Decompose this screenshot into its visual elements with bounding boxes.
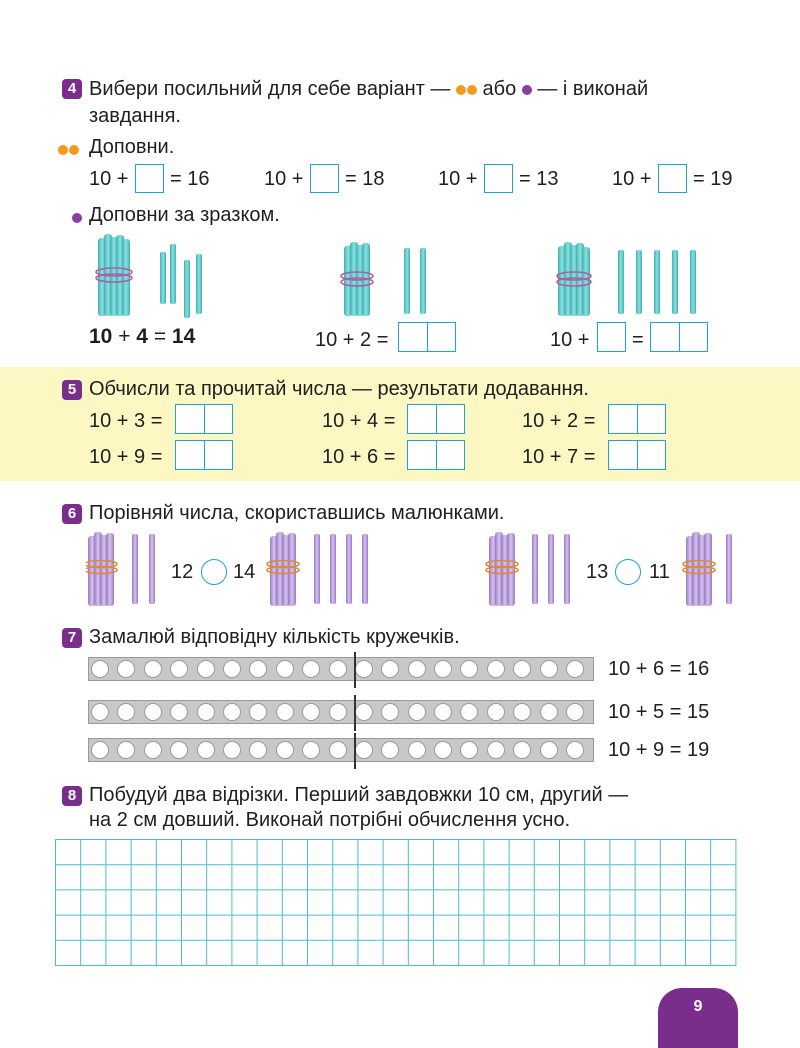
- task4-instruction: [89, 77, 648, 101]
- two-digit-answer-box[interactable]: [407, 404, 465, 434]
- equation-right: = 16: [170, 168, 210, 190]
- fill-circle[interactable]: [223, 741, 241, 759]
- fill-circle[interactable]: [249, 741, 267, 759]
- single-stick: [132, 534, 138, 604]
- fill-circle[interactable]: [329, 703, 347, 721]
- answer-box[interactable]: [310, 164, 339, 193]
- fill-circle[interactable]: [197, 660, 215, 678]
- single-stick: [420, 248, 426, 314]
- single-stick: [636, 250, 642, 314]
- fill-circle[interactable]: [302, 741, 320, 759]
- purple-dot-icon: [522, 85, 532, 95]
- fill-circle[interactable]: [487, 660, 505, 678]
- fill-circle[interactable]: [329, 660, 347, 678]
- task7-instruction: Замалюй відповідну кількість кружечків.: [89, 626, 460, 648]
- single-stick: [564, 534, 570, 604]
- single-stick: [314, 534, 320, 604]
- sample-b: 4: [136, 325, 148, 348]
- fill-circle[interactable]: [197, 703, 215, 721]
- equation-left: 10 +: [264, 168, 304, 190]
- single-stick: [330, 534, 336, 604]
- single-stick: [346, 534, 352, 604]
- task-number-badge: 7: [62, 628, 82, 648]
- two-digit-answer-box[interactable]: [175, 404, 233, 434]
- task-number-badge: 4: [62, 79, 82, 99]
- task-number-badge: 6: [62, 504, 82, 524]
- fill-circle[interactable]: [302, 703, 320, 721]
- fill-circle[interactable]: [355, 741, 373, 759]
- equation-left: 10 + 2 =: [315, 329, 389, 351]
- fill-circle[interactable]: [487, 741, 505, 759]
- task8-instruction-line1: Побудуй два відрізки. Перший завдовжки 10 см, другий —: [89, 784, 629, 806]
- single-stick: [548, 534, 554, 604]
- single-stick: [618, 250, 624, 314]
- sample-eq: =: [147, 325, 172, 348]
- fill-circle[interactable]: [513, 703, 531, 721]
- fill-circle[interactable]: [117, 703, 135, 721]
- fill-circle[interactable]: [434, 741, 452, 759]
- task5-instruction: Обчисли та прочитай числа — результати додавання.: [89, 378, 589, 400]
- compare-number-b: 14: [233, 561, 256, 583]
- task6-instruction: Порівняй числа, скориставшись малюнками.: [89, 502, 505, 524]
- fill-circle[interactable]: [276, 741, 294, 759]
- two-digit-answer-box[interactable]: [398, 322, 456, 352]
- fill-circle[interactable]: [144, 660, 162, 678]
- answer-box[interactable]: [658, 164, 687, 193]
- two-digit-answer-box[interactable]: [650, 322, 708, 352]
- fill-circle[interactable]: [540, 741, 558, 759]
- variant-a-title: Доповни.: [89, 136, 175, 158]
- page-number-tab: 9: [658, 988, 738, 1048]
- ten-divider: [354, 733, 356, 769]
- task-number-badge: 8: [62, 786, 82, 806]
- task4-instruction-part3: — і виконай: [531, 78, 649, 100]
- fill-circle[interactable]: [513, 660, 531, 678]
- fill-circle[interactable]: [276, 703, 294, 721]
- fill-circle[interactable]: [144, 703, 162, 721]
- fill-circle[interactable]: [197, 741, 215, 759]
- equation-label: 10 + 9 = 19: [608, 739, 710, 761]
- sample-plus: +: [112, 325, 137, 348]
- equation-left: 10 +: [550, 329, 590, 351]
- purple-dot-icon: [72, 209, 82, 227]
- equation-label: 10 + 6 = 16: [608, 658, 710, 680]
- task4-instruction-line2: завдання.: [89, 105, 181, 127]
- fill-circle[interactable]: [117, 741, 135, 759]
- answer-box[interactable]: [597, 322, 626, 352]
- equation-left: 10 + 3 =: [89, 410, 163, 432]
- fill-circle[interactable]: [381, 703, 399, 721]
- fill-circle[interactable]: [223, 703, 241, 721]
- fill-circle[interactable]: [566, 660, 584, 678]
- single-stick: [532, 534, 538, 604]
- fill-circle[interactable]: [91, 660, 109, 678]
- fill-circle[interactable]: [117, 660, 135, 678]
- fill-circle[interactable]: [223, 660, 241, 678]
- ten-stick-bundle: [557, 242, 591, 316]
- ten-stick-bundle: [683, 532, 715, 606]
- fill-circle[interactable]: [408, 660, 426, 678]
- fill-circle[interactable]: [302, 660, 320, 678]
- fill-circle[interactable]: [434, 703, 452, 721]
- drawing-grid[interactable]: [55, 839, 737, 967]
- single-stick: [726, 534, 732, 604]
- task8-instruction-line2: на 2 см довший. Виконай потрібні обчислення усно.: [89, 809, 571, 831]
- equation-left: 10 + 9 =: [89, 446, 163, 468]
- fill-circle[interactable]: [487, 703, 505, 721]
- ten-divider: [354, 695, 356, 731]
- ten-stick-bundle: [96, 234, 132, 316]
- task-number-badge: 5: [62, 380, 82, 400]
- circle-strip: [88, 657, 594, 681]
- single-stick: [184, 260, 190, 318]
- fill-circle[interactable]: [355, 703, 373, 721]
- fill-circle[interactable]: [249, 703, 267, 721]
- stick-bundles-illustration: [90, 232, 730, 322]
- answer-box[interactable]: [484, 164, 513, 193]
- equation-right: = 13: [519, 168, 559, 190]
- compare-circle[interactable]: [201, 559, 227, 585]
- answer-box[interactable]: [135, 164, 164, 193]
- equation-left: 10 + 2 =: [522, 410, 596, 432]
- fill-circle[interactable]: [170, 741, 188, 759]
- fill-circle[interactable]: [460, 741, 478, 759]
- equation-left: 10 + 4 =: [322, 410, 396, 432]
- ten-stick-bundle: [267, 532, 299, 606]
- ten-stick-bundle: [341, 242, 373, 316]
- compare-circle[interactable]: [615, 559, 641, 585]
- circle-strip: [88, 700, 594, 724]
- single-stick: [196, 254, 202, 314]
- fill-circle[interactable]: [540, 703, 558, 721]
- equation-right: = 18: [345, 168, 385, 190]
- sample-c: 14: [171, 325, 196, 348]
- ten-divider: [354, 652, 356, 688]
- variant-b-title: Доповни за зразком.: [89, 204, 280, 226]
- equation-left: 10 +: [89, 168, 129, 190]
- fill-circle[interactable]: [434, 660, 452, 678]
- orange-dot-icon: [456, 85, 466, 95]
- fill-circle[interactable]: [91, 741, 109, 759]
- single-stick: [672, 250, 678, 314]
- equation-left: 10 +: [612, 168, 652, 190]
- two-digit-answer-box[interactable]: [608, 440, 666, 470]
- single-stick: [160, 252, 166, 304]
- equation-label: 10 + 5 = 15: [608, 701, 710, 723]
- single-stick: [690, 250, 696, 314]
- fill-circle[interactable]: [540, 660, 558, 678]
- single-stick: [362, 534, 368, 604]
- two-digit-answer-box[interactable]: [407, 440, 465, 470]
- single-stick: [654, 250, 660, 314]
- sample-a: 10: [89, 325, 113, 348]
- fill-circle[interactable]: [381, 741, 399, 759]
- compare-number-a: 12: [171, 561, 194, 583]
- fill-circle[interactable]: [170, 703, 188, 721]
- fill-circle[interactable]: [408, 703, 426, 721]
- fill-circle[interactable]: [276, 660, 294, 678]
- compare-number-a: 13: [586, 561, 609, 583]
- two-digit-answer-box[interactable]: [175, 440, 233, 470]
- fill-circle[interactable]: [91, 703, 109, 721]
- equation-left: 10 +: [438, 168, 478, 190]
- fill-circle[interactable]: [329, 741, 347, 759]
- fill-circle[interactable]: [381, 660, 399, 678]
- fill-circle[interactable]: [460, 660, 478, 678]
- task4-instruction-part2: або: [476, 78, 522, 100]
- fill-circle[interactable]: [144, 741, 162, 759]
- single-stick: [149, 534, 155, 604]
- fill-circle[interactable]: [460, 703, 478, 721]
- fill-circle[interactable]: [355, 660, 373, 678]
- equals-sign: =: [632, 329, 644, 351]
- single-stick: [170, 244, 176, 304]
- ten-stick-bundle: [86, 532, 117, 606]
- fill-circle[interactable]: [170, 660, 188, 678]
- circle-strip: [88, 738, 594, 762]
- equation-right: = 19: [693, 168, 733, 190]
- orange-dot-icon: [467, 85, 477, 95]
- equation-left: 10 + 6 =: [322, 446, 396, 468]
- fill-circle[interactable]: [513, 741, 531, 759]
- sample-equation: [89, 325, 195, 349]
- equation-left: 10 + 7 =: [522, 446, 596, 468]
- compare-number-b: 11: [649, 561, 670, 583]
- fill-circle[interactable]: [566, 703, 584, 721]
- orange-dots-icon: [58, 141, 79, 159]
- two-digit-answer-box[interactable]: [608, 404, 666, 434]
- task4-instruction-part1: Вибери посильний для себе варіант —: [89, 78, 456, 100]
- fill-circle[interactable]: [249, 660, 267, 678]
- fill-circle[interactable]: [566, 741, 584, 759]
- fill-circle[interactable]: [408, 741, 426, 759]
- ten-stick-bundle: [486, 532, 518, 606]
- single-stick: [404, 248, 410, 314]
